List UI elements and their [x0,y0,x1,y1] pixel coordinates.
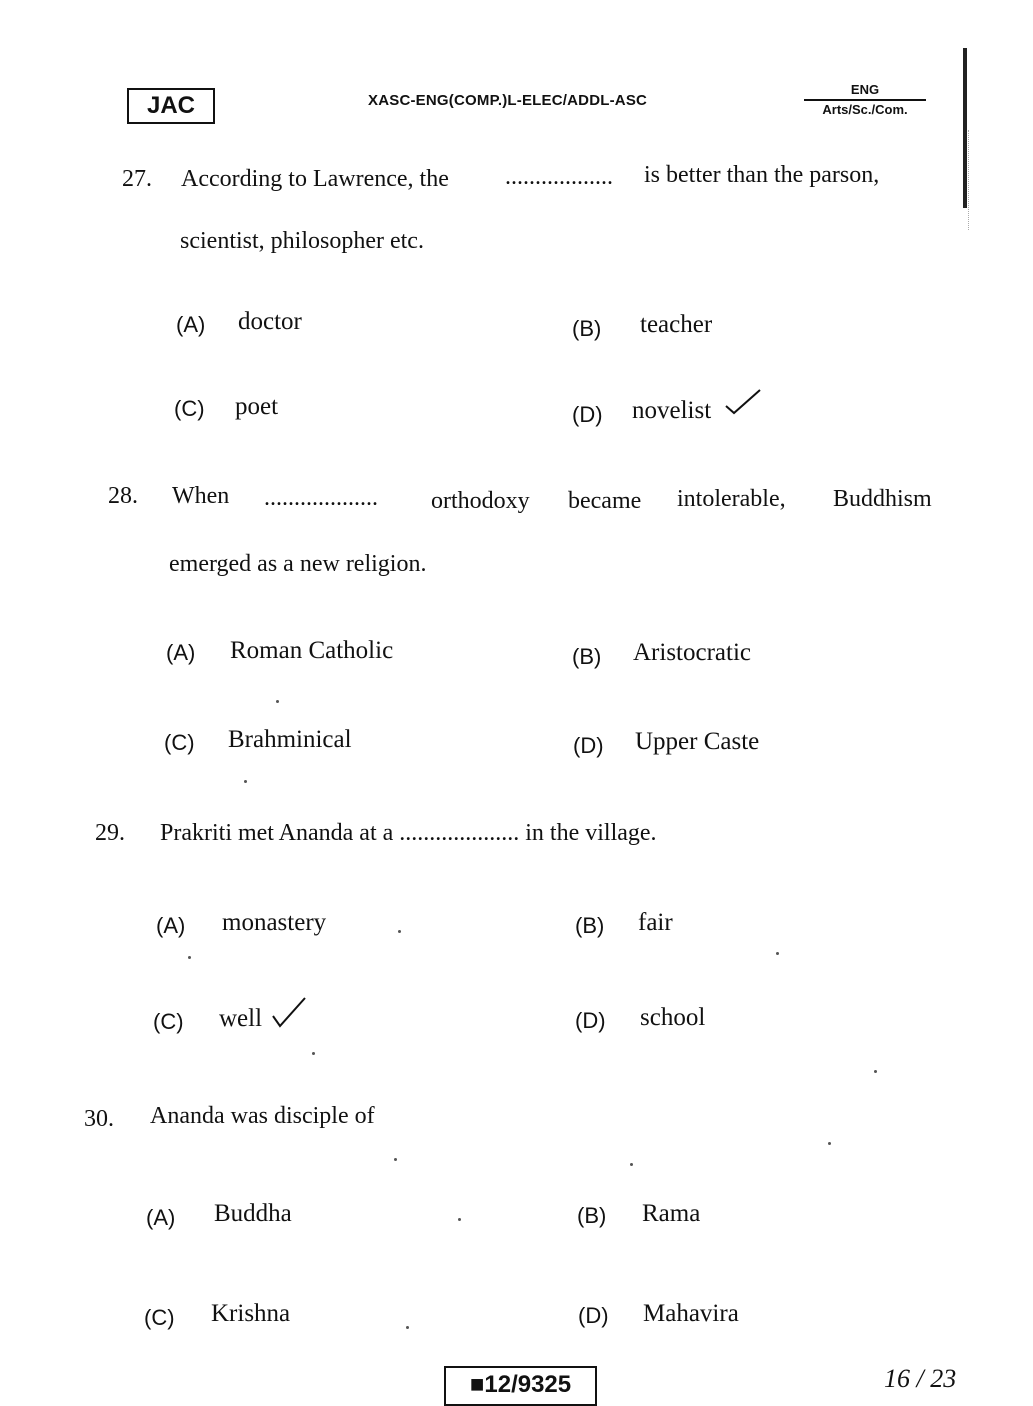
question-28-word-1: When [172,483,230,509]
q30-option-d-letter: (D) [578,1303,609,1328]
q30-option-b-text: Rama [642,1200,701,1227]
question-27-blank: .................. [505,164,613,190]
q29-option-a-text: monastery [222,909,327,936]
q27-option-d-text: novelist [632,397,712,424]
scan-speck [394,1158,397,1161]
question-28-word-6: Buddhism [833,486,932,512]
checkmark-icon [722,386,764,418]
question-28-word-4: became [568,488,642,514]
q30-option-c-letter: (C) [144,1305,175,1330]
question-28-text-line2: emerged as a new religion. [169,551,427,577]
question-27-number: 27. [122,166,152,192]
q30-option-b-letter: (B) [577,1203,607,1228]
subject-label [804,82,926,118]
paper-serial-box: ■12/9325 [444,1366,597,1406]
q27-option-a-letter: (A) [176,312,206,337]
subject-bottom: Arts/Sc./Com. [822,102,908,117]
q28-option-c-text: Brahminical [228,726,352,753]
q30-option-d-text: Mahavira [643,1300,739,1327]
checkmark-icon [269,994,309,1030]
question-29-number: 29. [95,820,125,846]
question-28-word-3: orthodoxy [431,488,530,514]
q27-option-b-letter: (B) [572,316,602,341]
scan-speck [828,1142,831,1145]
question-29-text: Prakriti met Ananda at a .................... in the village. [160,820,657,846]
q29-option-a-letter: (A) [156,913,186,938]
q28-option-d-text: Upper Caste [635,728,760,755]
scan-speck [874,1070,877,1073]
board-logo-box: JAC [127,88,215,124]
question-27-text-start: According to Lawrence, the [181,166,449,192]
scan-edge-dots [968,130,971,230]
q27-option-d-letter: (D) [572,402,603,427]
paper-code: XASC-ENG(COMP.)L-ELEC/ADDL-ASC [368,92,648,109]
subject-top: ENG [850,82,880,97]
question-28-blank: ................... [264,485,378,511]
q30-option-c-text: Krishna [211,1300,291,1327]
q29-option-b-letter: (B) [575,913,605,938]
question-28-number: 28. [108,483,138,509]
q28-option-d-letter: (D) [573,733,604,758]
scan-speck [188,956,191,959]
q30-option-a-text: Buddha [214,1200,292,1227]
q27-option-c-letter: (C) [174,396,205,421]
page-number: 16 / 23 [884,1364,957,1393]
scan-speck [630,1163,633,1166]
q29-option-b-text: fair [638,909,673,936]
scan-speck [398,930,401,933]
q28-option-b-text: Aristocratic [633,639,752,666]
scan-speck [458,1218,461,1221]
q29-option-c-text: well [219,1005,263,1032]
question-30-text: Ananda was disciple of [150,1103,375,1129]
question-28-word-5: intolerable, [677,486,786,512]
q28-option-b-letter: (B) [572,644,602,669]
q27-option-b-text: teacher [640,311,713,338]
question-27-text-line2: scientist, philosopher etc. [180,228,424,254]
q28-option-a-text: Roman Catholic [230,637,394,664]
question-27-text-end: is better than the parson, [644,162,880,188]
scan-speck [776,952,779,955]
q29-option-d-text: school [640,1004,706,1031]
scan-edge-line [963,48,967,208]
scan-speck [312,1052,315,1055]
scan-speck [276,700,279,703]
q29-option-d-letter: (D) [575,1008,606,1033]
q28-option-a-letter: (A) [166,640,196,665]
q29-option-c-letter: (C) [153,1009,184,1034]
subject-divider [804,99,926,101]
scan-speck [406,1326,409,1329]
q27-option-a-text: doctor [238,308,302,335]
question-30-number: 30. [84,1106,114,1132]
q30-option-a-letter: (A) [146,1205,176,1230]
q28-option-c-letter: (C) [164,730,195,755]
scan-speck [244,780,247,783]
q27-option-c-text: poet [235,393,279,420]
